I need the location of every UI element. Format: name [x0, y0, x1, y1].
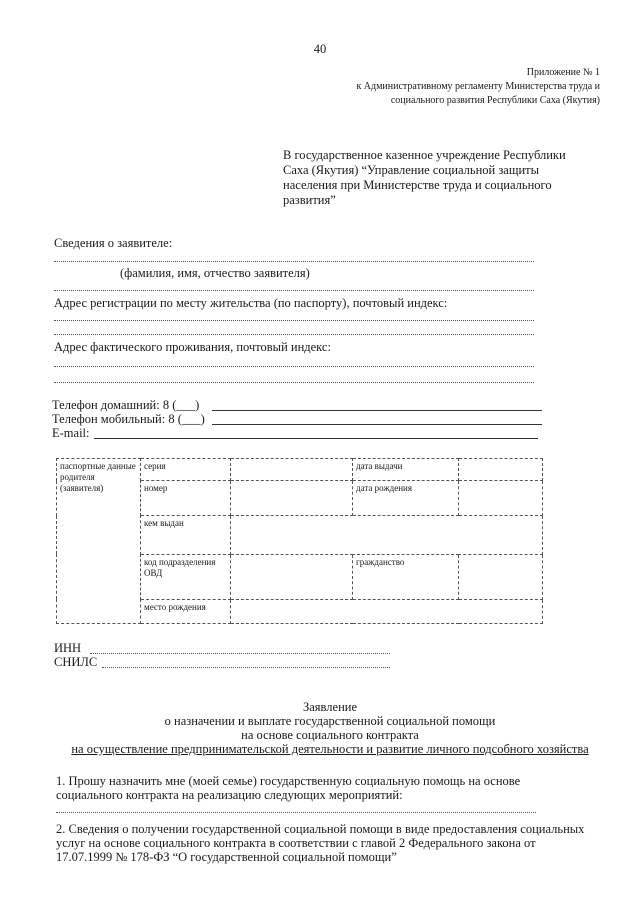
citizenship-cell[interactable] [459, 554, 543, 599]
phone-mobile-label: Телефон мобильный: 8 (___) [52, 412, 205, 426]
page-number: 40 [313, 42, 327, 56]
reg-address-label: Адрес регистрации по месту жительства (по паспорту), почтовый индекс: [54, 296, 448, 310]
dept-code-label: код подразделения ОВД [141, 554, 231, 599]
reg-address-line-2[interactable] [54, 334, 534, 335]
birth-date-label: дата рождения [353, 481, 459, 516]
email-field[interactable] [94, 438, 538, 439]
birth-place-label: место рождения [141, 599, 231, 623]
appendix-line-1: Приложение № 1 [526, 67, 600, 78]
phone-home-field[interactable] [212, 410, 542, 411]
birth-place-cell[interactable] [231, 599, 543, 623]
citizenship-label: гражданство [353, 554, 459, 599]
statement-line-4: на осуществление предпринимательской деятельности и развитие личного подсобного хозяйства [71, 742, 589, 756]
addressee-line-2: Саха (Якутия) “Управление социальной защиты [283, 163, 540, 177]
item2-line-2: услуг на основе социального контракта в соответствии с главой 2 Федерального закона от [56, 836, 536, 850]
addressee-line-3: населения при Министерстве труда и социального [283, 178, 552, 192]
snils-field[interactable] [102, 667, 390, 668]
dept-code-cell[interactable] [231, 554, 353, 599]
appendix-line-3: социального развития Республики Саха (Якутия) [390, 95, 600, 106]
issue-date-cell[interactable] [459, 459, 543, 481]
reg-address-line-1[interactable] [54, 320, 534, 321]
actual-address-label: Адрес фактического проживания, почтовый индекс: [54, 340, 331, 354]
statement-line-3: на основе социального контракта [241, 728, 419, 742]
item1-line-1: 1. Прошу назначить мне (моей семье) государственную социальную помощь на основе [56, 774, 521, 788]
email-label: E-mail: [52, 426, 90, 440]
inn-field[interactable] [90, 653, 390, 654]
inn-label: ИНН [54, 641, 82, 655]
applicant-heading: Сведения о заявителе: [54, 236, 173, 250]
item1-field[interactable] [56, 812, 536, 813]
name-field-line-2[interactable] [54, 290, 534, 291]
passport-row-header: паспортные данные родителя (заявителя) [57, 459, 141, 624]
passport-table [56, 458, 543, 624]
actual-address-line-1[interactable] [54, 366, 534, 367]
phone-mobile-field[interactable] [212, 424, 542, 425]
series-cell[interactable] [231, 459, 353, 481]
item2-line-1: 2. Сведения о получении государственной социальной помощи в виде предоставления социальных [56, 822, 585, 836]
item1-line-2: социального контракта на реализацию следующих мероприятий: [56, 788, 403, 802]
series-label: серия [141, 459, 231, 481]
number-label: номер [141, 481, 231, 516]
name-caption: (фамилия, имя, отчество заявителя) [120, 266, 310, 280]
appendix-line-2: к Административному регламенту Министерства труда и [356, 81, 600, 92]
issued-by-label: кем выдан [141, 516, 231, 555]
snils-label: СНИЛС [54, 655, 98, 669]
issue-date-label: дата выдачи [353, 459, 459, 481]
statement-title: Заявление [302, 700, 357, 714]
issued-by-cell[interactable] [231, 516, 543, 555]
addressee-line-1: В государственное казенное учреждение Республики [283, 148, 566, 162]
birth-date-cell[interactable] [459, 481, 543, 516]
phone-home-label: Телефон домашний: 8 (___) [52, 398, 200, 412]
actual-address-line-2[interactable] [54, 382, 534, 383]
item2-line-3: 17.07.1999 № 178-ФЗ “О государственной социальной помощи” [56, 850, 397, 864]
name-field-line[interactable] [54, 261, 534, 262]
statement-line-2: о назначении и выплате государственной социальной помощи [164, 714, 496, 728]
addressee-line-4: развития” [283, 193, 336, 207]
number-cell[interactable] [231, 481, 353, 516]
